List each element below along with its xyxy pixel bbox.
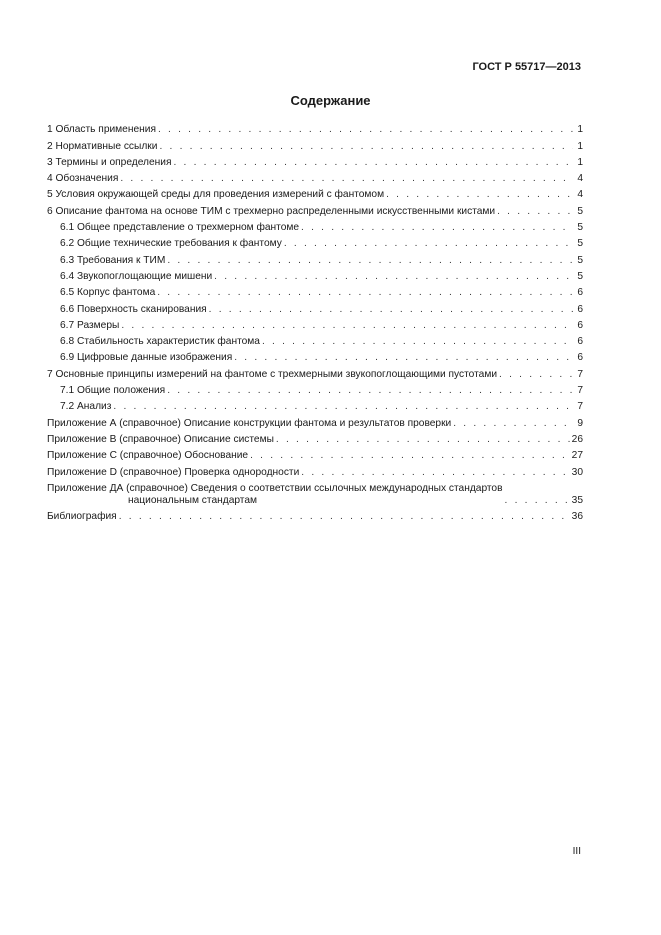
toc-entry-text: 1 Область применения xyxy=(47,124,156,136)
toc-leader-dots xyxy=(167,385,573,397)
toc-entry-line: Приложение ДА (справочное) Сведения о соответствии ссылочных международных стандартов xyxy=(47,482,503,494)
toc-entry-text: Библиография xyxy=(47,510,117,522)
toc-entry-page: 4 xyxy=(577,173,583,185)
toc-subentry[interactable] xyxy=(47,397,583,413)
toc-entry-page: 5 xyxy=(577,238,583,250)
toc-leader-dots xyxy=(119,511,570,523)
toc-entry[interactable] xyxy=(47,446,583,462)
toc-leader-dots xyxy=(159,141,573,153)
toc-leader-dots xyxy=(301,467,569,479)
toc-entry-text: 4 Обозначения xyxy=(47,173,119,185)
toc-subentry[interactable] xyxy=(47,299,583,315)
toc-entry-page: 1 xyxy=(577,124,583,136)
toc-leader-dots xyxy=(386,189,573,201)
toc-entry-page: 5 xyxy=(577,254,583,266)
toc-entry-page: 1 xyxy=(577,140,583,152)
toc-entry[interactable] xyxy=(47,364,583,380)
toc-entry-page: 6 xyxy=(577,319,583,331)
toc-entry[interactable] xyxy=(47,201,583,217)
toc-leader-dots xyxy=(284,238,573,250)
toc-leader-dots xyxy=(209,304,573,316)
toc-entry-text: 7.1 Общие положения xyxy=(60,385,166,397)
page-number: III xyxy=(572,846,581,857)
document-code: ГОСТ Р 55717—2013 xyxy=(472,61,581,73)
toc-entry-text: 6.9 Цифровые данные изображения xyxy=(60,352,233,364)
toc-leader-dots xyxy=(167,255,573,267)
toc-entry[interactable] xyxy=(47,430,583,446)
toc-leader-dots xyxy=(276,434,570,446)
toc-entry-page: 7 xyxy=(577,368,583,380)
toc-entry-text: Приложение D (справочное) Проверка однородности xyxy=(47,466,300,478)
toc-entry-text: 6.2 Общие технические требования к фантому xyxy=(60,238,282,250)
toc-entry-page: 27 xyxy=(571,450,583,462)
toc-entry-page: 5 xyxy=(577,205,583,217)
toc-subentry[interactable] xyxy=(47,218,583,234)
toc-subentry[interactable] xyxy=(47,283,583,299)
toc-entry[interactable] xyxy=(47,120,583,136)
toc-entry-text: 6 Описание фантома на основе ТИМ с трехмерно распределенными искусственными кистами xyxy=(47,205,496,217)
toc-entry-text: Приложение В (справочное) Описание системы xyxy=(47,433,274,445)
toc-leader-dots xyxy=(120,173,573,185)
toc-entry-text: 6.1 Общее представление о трехмерном фантоме xyxy=(60,222,300,234)
toc-entry-page: 30 xyxy=(571,466,583,478)
toc-entry-text: 7.2 Анализ xyxy=(60,401,112,413)
toc-entry-page: 6 xyxy=(577,303,583,315)
toc-entry[interactable] xyxy=(47,153,583,169)
toc-entry-text: 5 Условия окружающей среды для проведения измерений с фантомом xyxy=(47,189,385,201)
toc-entry-page: 6 xyxy=(577,352,583,364)
toc-leader-dots xyxy=(158,124,573,136)
toc-entry-page: 9 xyxy=(577,417,583,429)
toc-entry[interactable] xyxy=(47,507,583,523)
toc-entry-page: 35 xyxy=(571,494,583,506)
toc-entry-page: 5 xyxy=(577,270,583,282)
toc-subentry[interactable] xyxy=(47,234,583,250)
toc-entry-page: 1 xyxy=(577,156,583,168)
toc-entry-text: 6.8 Стабильность характеристик фантома xyxy=(60,336,260,348)
toc-entry-page: 6 xyxy=(577,336,583,348)
toc-subentry[interactable] xyxy=(47,250,583,266)
toc-leader-dots xyxy=(262,336,573,348)
toc-entry-text: Приложение А (справочное) Описание конструкции фантома и результатов проверки xyxy=(47,417,452,429)
table-of-contents xyxy=(47,120,583,523)
toc-entry-text: 6.6 Поверхность сканирования xyxy=(60,303,207,315)
toc-entry-text: 6.4 Звукопоглощающие мишени xyxy=(60,270,213,282)
toc-leader-dots xyxy=(499,369,573,381)
toc-leader-dots xyxy=(453,418,573,430)
toc-subentry[interactable] xyxy=(47,332,583,348)
toc-subentry[interactable] xyxy=(47,316,583,332)
toc-entry-text: 2 Нормативные ссылки xyxy=(47,140,158,152)
toc-subentry[interactable] xyxy=(47,348,583,364)
toc-entry-text: 6.7 Размеры xyxy=(60,319,120,331)
toc-entry[interactable] xyxy=(47,479,583,507)
toc-leader-dots xyxy=(301,222,573,234)
toc-entry-text: Приложение С (справочное) Обоснование xyxy=(47,450,249,462)
toc-leader-dots xyxy=(173,157,573,169)
toc-leader-dots xyxy=(113,401,573,413)
toc-entry-page: 36 xyxy=(571,510,583,522)
toc-leader-dots xyxy=(234,352,573,364)
toc-subentry[interactable] xyxy=(47,381,583,397)
toc-subentry[interactable] xyxy=(47,267,583,283)
toc-leader-dots xyxy=(157,287,573,299)
toc-title: Содержание xyxy=(290,93,371,108)
toc-entry-text: 6.5 Корпус фантома xyxy=(60,287,156,299)
toc-leader-dots xyxy=(121,320,573,332)
toc-leader-dots xyxy=(497,206,573,218)
toc-entry[interactable] xyxy=(47,136,583,152)
toc-leader-dots xyxy=(250,450,570,462)
toc-leader-dots xyxy=(505,495,570,507)
toc-entry-text: 3 Термины и определения xyxy=(47,156,172,168)
toc-entry-page: 26 xyxy=(571,433,583,445)
toc-entry[interactable] xyxy=(47,462,583,478)
toc-entry-page: 6 xyxy=(577,287,583,299)
toc-entry[interactable] xyxy=(47,413,583,429)
toc-leader-dots xyxy=(214,271,573,283)
toc-entry-text xyxy=(47,483,503,507)
toc-entry-text: 6.3 Требования к ТИМ xyxy=(60,254,166,266)
toc-entry-page: 7 xyxy=(577,385,583,397)
toc-entry-page: 7 xyxy=(577,401,583,413)
toc-entry-page: 5 xyxy=(577,222,583,234)
toc-entry[interactable] xyxy=(47,185,583,201)
toc-entry[interactable] xyxy=(47,169,583,185)
toc-entry-text: 7 Основные принципы измерений на фантоме с трехмерными звукопоглощающими пустотами xyxy=(47,368,498,380)
toc-entry-page: 4 xyxy=(577,189,583,201)
toc-entry-line: национальным стандартам xyxy=(128,494,258,506)
